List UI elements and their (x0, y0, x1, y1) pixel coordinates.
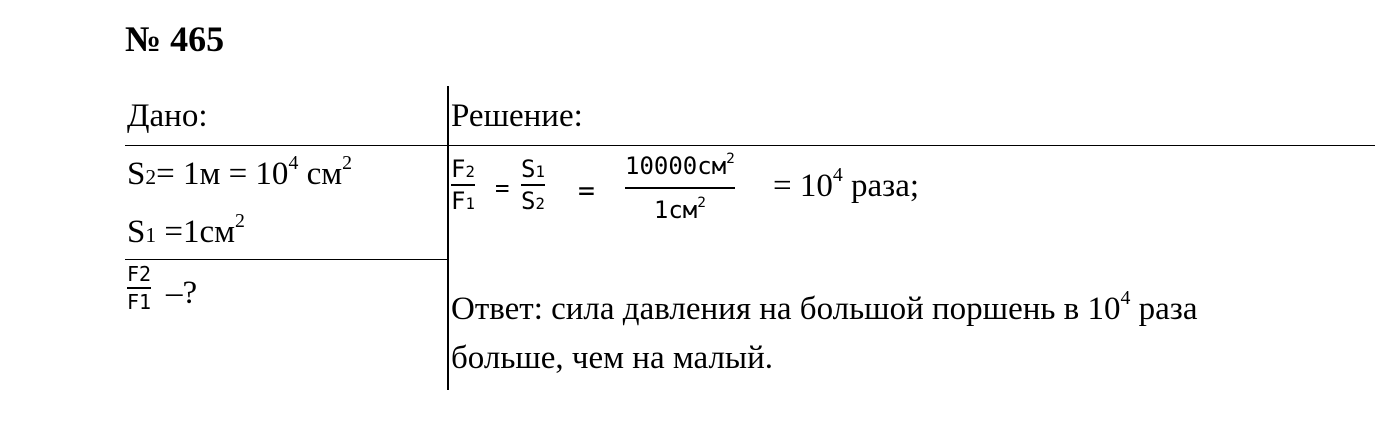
column-divider (447, 86, 449, 390)
s1-subscript: 1 (145, 223, 157, 247)
result-exponent: 4 (832, 164, 843, 187)
s-denominator: S (521, 187, 536, 215)
find-denominator: F1 (127, 290, 152, 314)
equals-sign-1: = (495, 174, 510, 202)
f-fraction-bar (451, 184, 475, 186)
given-find-divider (125, 259, 447, 260)
solution-fraction-f (451, 157, 475, 213)
f-denominator: F (451, 187, 466, 215)
s2-equation: = 1м = 10 (156, 156, 289, 192)
s-denominator-sub: 2 (535, 195, 545, 213)
f-denominator-sub: 1 (465, 195, 475, 213)
s-numerator-sub: 1 (535, 163, 545, 181)
find-fraction-bar (127, 287, 151, 289)
find-fraction (127, 264, 151, 312)
header-divider (125, 145, 1375, 146)
result-suffix: раза; (842, 168, 920, 204)
s2-subscript: 2 (145, 165, 157, 189)
s-fraction-bar (521, 184, 545, 186)
f-numerator-sub: 2 (465, 163, 475, 181)
s2-unit-exponent: 2 (342, 152, 352, 175)
s2-symbol: S (127, 156, 146, 192)
solution-heading: Решение: (451, 98, 583, 134)
values-denominator: 1см (653, 196, 698, 224)
s1-exponent: 2 (234, 210, 245, 233)
values-denominator-exp: 2 (697, 194, 706, 211)
given-s2 (127, 152, 352, 193)
given-heading: Дано: (127, 98, 208, 134)
problem-number: № 465 (125, 19, 225, 59)
s1-equation: =1см (156, 214, 235, 250)
answer-line-2: больше, чем на малый. (451, 340, 774, 376)
solution-fraction-s (521, 157, 545, 213)
s2-unit: см (298, 156, 343, 192)
answer-text-1-suffix: раза (1130, 291, 1198, 327)
values-numerator-exp: 2 (726, 150, 735, 167)
given-s1 (127, 210, 245, 251)
answer-line-1 (451, 287, 1198, 328)
solution-result (773, 164, 920, 205)
find-numerator: F2 (127, 262, 152, 286)
result-prefix: = 10 (773, 168, 833, 204)
answer-text-1: Ответ: сила давления на большой поршень в 10 (451, 291, 1121, 327)
values-numerator: 10000см (625, 152, 727, 180)
s-numerator: S (521, 155, 536, 183)
find-question: –? (166, 275, 198, 311)
answer-exponent: 4 (1120, 287, 1131, 310)
equals-sign-2: = (578, 174, 595, 207)
solution-fraction-values (625, 150, 735, 224)
s1-symbol: S (127, 214, 146, 250)
values-fraction-bar (625, 187, 735, 189)
f-numerator: F (451, 155, 466, 183)
s2-exponent: 4 (288, 152, 299, 175)
